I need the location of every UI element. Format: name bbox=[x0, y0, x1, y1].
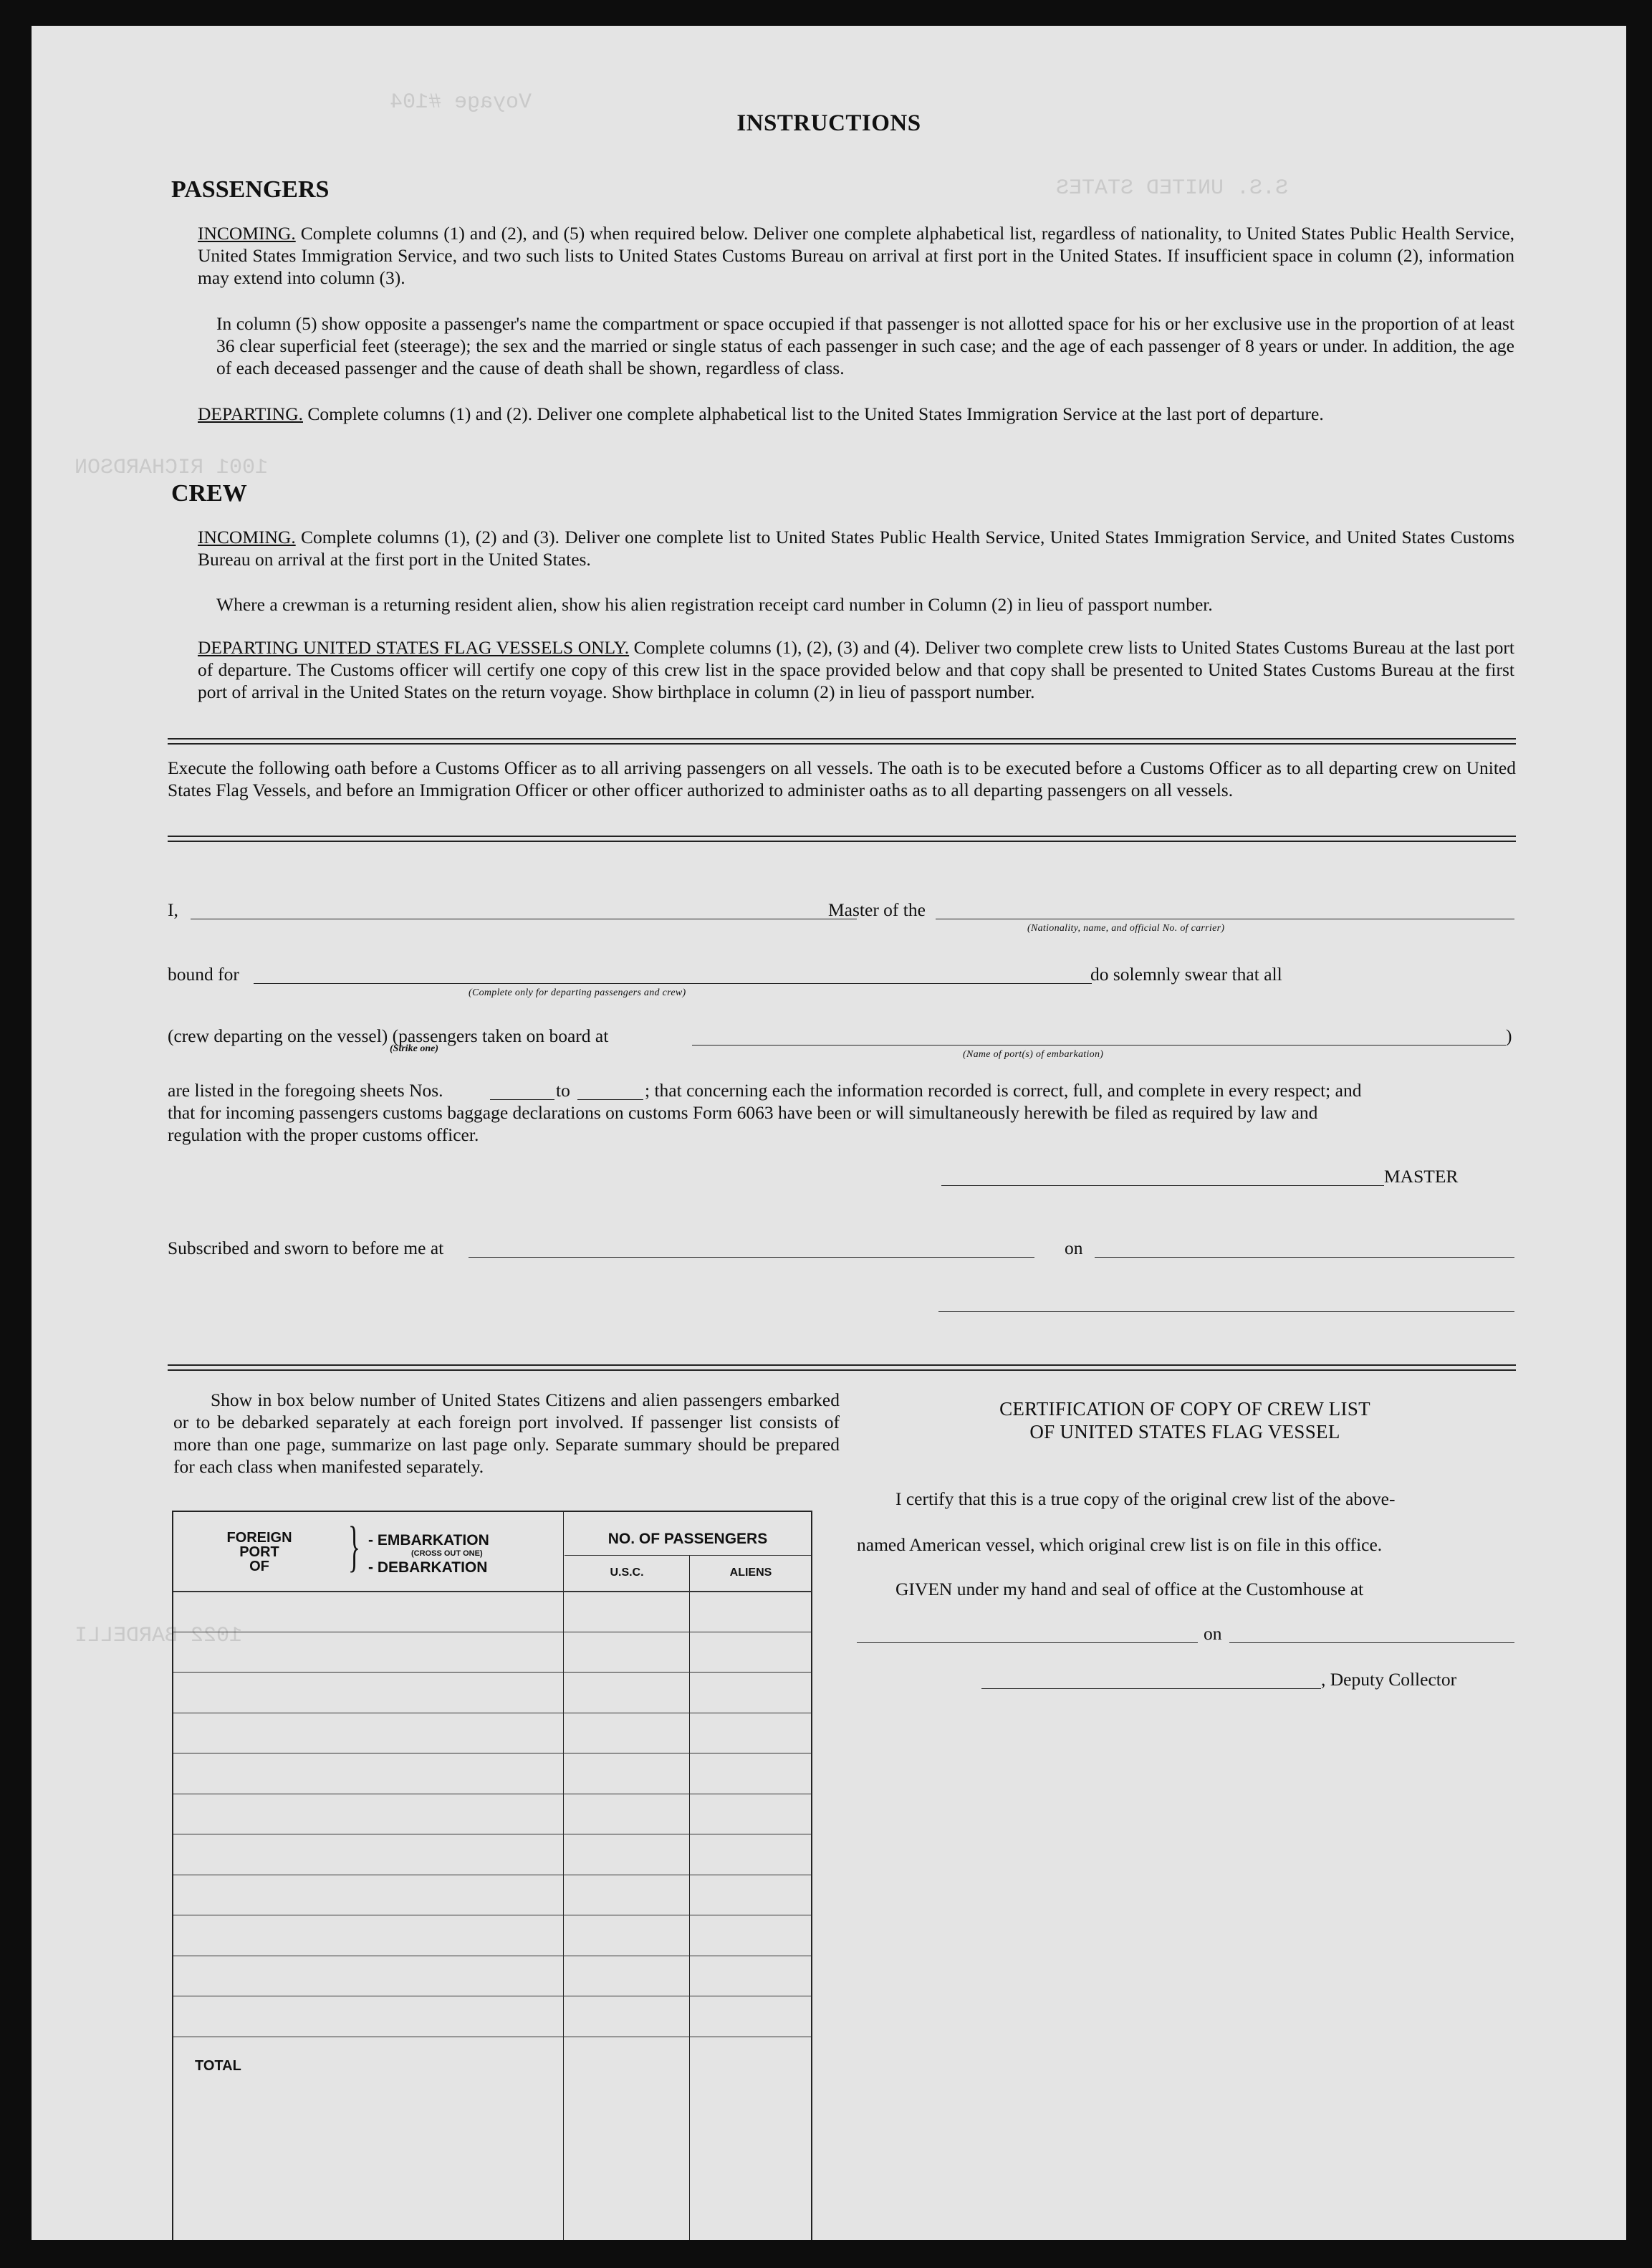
page-title: INSTRUCTIONS bbox=[736, 110, 921, 136]
bleed-through-text: Voyage #104 bbox=[390, 90, 532, 115]
embarkation-label: - EMBARKATION bbox=[368, 1532, 489, 1549]
sworn-on-label: on bbox=[1065, 1238, 1083, 1258]
bleed-through-text: 1022 BARDELLI bbox=[75, 1624, 243, 1648]
master-of-the-label: Master of the bbox=[828, 899, 926, 920]
master-label: MASTER bbox=[1384, 1166, 1459, 1187]
crew-incoming-text: Complete columns (1), (2) and (3). Deliver one complete list to United States Public Health Service, United States Immigration Service, and United States Customs Bureau on arrival at the first port in the United States. bbox=[198, 527, 1515, 570]
cross-out-one-label: (CROSS OUT ONE) bbox=[411, 1549, 483, 1558]
aliens-header: ALIENS bbox=[729, 1566, 772, 1579]
oath-intro: Execute the following oath before a Customs Officer as to all arriving passengers on all vessels. The oath is to be executed before a Customs Officer as to all departing crew on United States Flag Vessels, and before an Immigration Officer or other officer authorized to administer oaths as to all departing passengers on all vessels. bbox=[168, 757, 1516, 800]
summary-instructions: Show in box below number of United States Citizens and alien passengers embarked or to be debarked separately at each foreign port involved. If passenger list consists of more than one page, summarize on last page only. Separate summary should be prepared for each class when manifested separately. bbox=[173, 1389, 840, 1477]
bound-for-label: bound for bbox=[168, 964, 239, 985]
crew-departing-text: Complete columns (1), (2), (3) and (4). Deliver two complete crew lists to United States Customs Bureau at the last port of departure. The Customs officer will certify one copy of this crew list in the space provided below and that copy shall be presented to United States Customs Bureau at the first port of arrival in the United States on the return voyage. Show birthplace in column (2) in lieu of passport number. bbox=[198, 637, 1515, 702]
customhouse-field[interactable] bbox=[857, 1642, 1198, 1643]
close-paren: ) bbox=[1506, 1025, 1512, 1046]
passengers-departing-label: DEPARTING. bbox=[198, 403, 303, 424]
passengers-incoming-label: INCOMING. bbox=[198, 223, 296, 244]
sworn-date-field[interactable] bbox=[1095, 1257, 1514, 1258]
certify-text-a: I certify that this is a true copy of the original crew list of the above- bbox=[895, 1488, 1396, 1509]
master-signature-field[interactable] bbox=[941, 1185, 1384, 1186]
crew-departing-label: (crew departing on the vessel) (passengers taken on board at bbox=[168, 1025, 609, 1046]
listed-text-b: ; that concerning each the information recorded is correct, full, and complete in every respect; and bbox=[645, 1080, 1362, 1101]
bleed-through-text: S.S. UNITED STATES bbox=[1056, 176, 1289, 201]
sworn-place-field[interactable] bbox=[469, 1257, 1034, 1258]
subscribed-label: Subscribed and sworn to before me at bbox=[168, 1238, 444, 1258]
certify-text-b: named American vessel, which original crew list is on file in this office. bbox=[857, 1534, 1383, 1555]
certification-title-line1: CERTIFICATION OF COPY OF CREW LIST bbox=[999, 1398, 1370, 1420]
table-header-rule bbox=[173, 1591, 811, 1592]
cert-on-label: on bbox=[1204, 1623, 1222, 1644]
bound-for-field[interactable] bbox=[254, 983, 1092, 984]
form-sheet bbox=[32, 26, 1626, 2240]
foreign-port-header bbox=[172, 1531, 347, 1574]
crew-departing-paragraph bbox=[198, 636, 1514, 703]
port-word: PORT bbox=[239, 1544, 279, 1560]
embarkation-port-field[interactable] bbox=[692, 1045, 1506, 1046]
embarkation-port-caption: (Name of port(s) of embarkation) bbox=[963, 1049, 1104, 1060]
swear-text: do solemnly swear that all bbox=[1090, 964, 1282, 985]
section-divider bbox=[168, 738, 1516, 745]
crew-incoming-label: INCOMING. bbox=[198, 527, 296, 547]
deputy-collector-label: , Deputy Collector bbox=[1321, 1669, 1457, 1690]
certification-title bbox=[848, 1397, 1522, 1443]
carrier-caption: (Nationality, name, and official No. of carrier) bbox=[1027, 923, 1225, 934]
no-passengers-header: NO. OF PASSENGERS bbox=[608, 1531, 768, 1547]
brace-icon: } bbox=[348, 1515, 360, 1577]
strike-one-caption: (Strike one) bbox=[390, 1043, 439, 1054]
passengers-departing-text: Complete columns (1) and (2). Deliver one complete alphabetical list to the United States Immigration Service at the last port of departure. bbox=[307, 403, 1324, 424]
passengers-incoming-paragraph bbox=[198, 222, 1514, 289]
crew-incoming-paragraph bbox=[198, 526, 1514, 570]
table-divider bbox=[565, 1555, 811, 1556]
crew-resident-paragraph: Where a crewman is a returning resident alien, show his alien registration receipt card number in Column (2) in lieu of passport number. bbox=[216, 594, 1213, 615]
passengers-incoming-text: Complete columns (1) and (2), and (5) when required below. Deliver one complete alphabetical list, regardless of nationality, to United States Public Health Service, United States Immigration Service, and two such lists to United States Customs Bureau on arrival at first port in the United States. If insufficient space in column (2), information may extend into column (3). bbox=[198, 223, 1515, 288]
bound-for-caption: (Complete only for departing passengers and crew) bbox=[469, 987, 686, 998]
oath-i-label: I, bbox=[168, 899, 178, 920]
table-divider bbox=[563, 1511, 564, 2240]
deputy-collector-signature-field[interactable] bbox=[981, 1688, 1321, 1689]
listed-text-a: are listed in the foregoing sheets Nos. bbox=[168, 1080, 443, 1101]
certification-title-line2: OF UNITED STATES FLAG VESSEL bbox=[1029, 1421, 1340, 1442]
usc-header: U.S.C. bbox=[610, 1566, 644, 1579]
passengers-heading: PASSENGERS bbox=[171, 176, 330, 203]
sheet-to-field[interactable] bbox=[577, 1099, 643, 1100]
listed-to: to bbox=[556, 1080, 570, 1101]
cert-date-field[interactable] bbox=[1229, 1642, 1514, 1643]
section-divider bbox=[168, 836, 1516, 842]
given-text: GIVEN under my hand and seal of office at the Customhouse at bbox=[895, 1579, 1364, 1599]
of-word: OF bbox=[249, 1559, 269, 1574]
listed-text-c: that for incoming passengers customs baggage declarations on customs Form 6063 have been or will simultaneously herewith be filed as required by law and bbox=[168, 1102, 1318, 1123]
sheet-from-field[interactable] bbox=[490, 1099, 554, 1100]
listed-text-d: regulation with the proper customs officer. bbox=[168, 1124, 479, 1145]
table-divider bbox=[689, 1555, 690, 2240]
passengers-departing-paragraph bbox=[198, 403, 1514, 425]
officer-signature-field[interactable] bbox=[938, 1311, 1514, 1312]
table-row[interactable] bbox=[173, 1672, 811, 1673]
passenger-summary-table bbox=[172, 1511, 812, 2240]
foreign-word: FOREIGN bbox=[226, 1530, 292, 1546]
passengers-column5-paragraph: In column (5) show opposite a passenger's name the compartment or space occupied if that passenger is not allotted space for his or her exclusive use in the proportion of at least 36 clear superficial feet (steerage); the sex and the married or single status of each passenger in such case; and the age of each passenger of 8 years or under. In addition, the age of each deceased passenger and the cause of death shall be shown, regardless of class. bbox=[216, 313, 1514, 378]
section-divider bbox=[168, 1364, 1516, 1371]
bleed-through-text: 1001 RICHARDSON bbox=[75, 456, 269, 480]
crew-departing-label: DEPARTING UNITED STATES FLAG VESSELS ONLY. bbox=[198, 637, 630, 658]
crew-heading: CREW bbox=[171, 480, 247, 507]
debarkation-label: - DEBARKATION bbox=[368, 1559, 488, 1576]
total-label: TOTAL bbox=[195, 2058, 241, 2074]
